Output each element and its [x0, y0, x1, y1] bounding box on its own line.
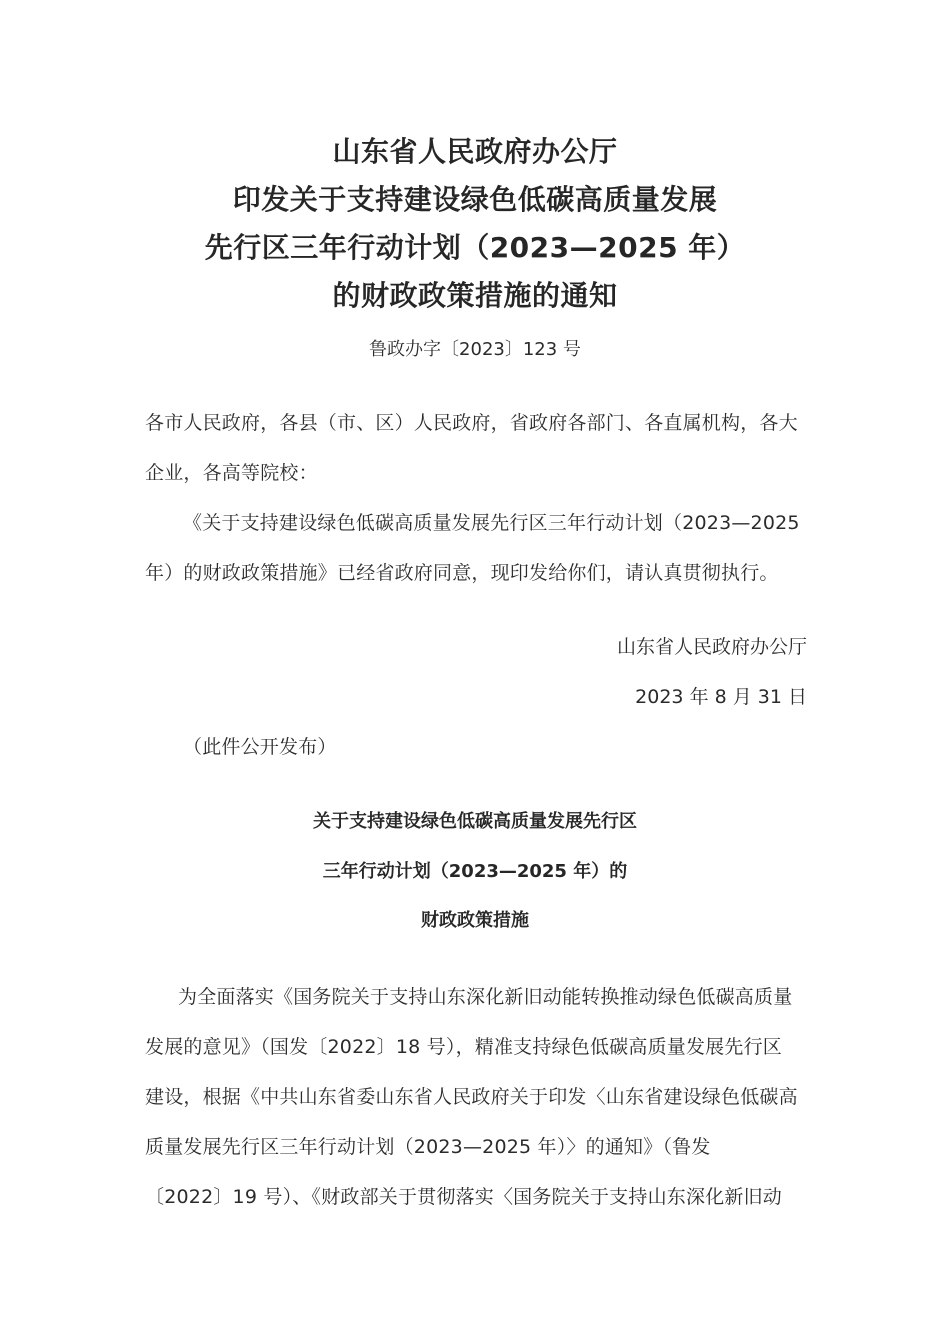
notice-body: [145, 498, 810, 598]
signature: 山东省人民政府办公厅: [616, 636, 807, 658]
notice-title: [0, 128, 950, 320]
attachment-title-line: 财政政策措施: [421, 910, 529, 931]
publish-note: [183, 722, 848, 772]
body-line: 年）的财政政策措施》已经省政府同意，现印发给你们，请认真贯彻执行。: [145, 562, 779, 584]
attachment-title-line: 三年行动计划（2023—2025 年）的: [322, 861, 628, 882]
attachment-body-line: 建设，根据《中共山东省委山东省人民政府关于印发〈山东省建设绿色低碳高: [145, 1086, 798, 1108]
title-line: 山东省人民政府办公厅: [332, 135, 618, 168]
attachment-body-line: 为全面落实《国务院关于支持山东深化新旧动能转换推动绿色低碳高质量: [178, 986, 793, 1008]
attachment-body-line: 发展的意见》（国发〔2022〕18 号），精准支持绿色低碳高质量发展先行区: [145, 1036, 782, 1058]
addressee-line: 企业，各高等院校：: [145, 462, 318, 484]
attachment-title-line: 关于支持建设绿色低碳高质量发展先行区: [313, 811, 637, 832]
title-line: 的财政政策措施的通知: [332, 279, 618, 312]
document-number: 鲁政办字〔2023〕123 号: [369, 339, 581, 360]
title-line: 先行区三年行动计划（2023—2025 年）: [204, 231, 746, 264]
attachment-body: [145, 972, 810, 1222]
publish-note-text: （此件公开发布）: [183, 736, 337, 758]
body-line: 《关于支持建设绿色低碳高质量发展先行区三年行动计划（2023—2025: [183, 512, 800, 534]
title-line: 印发关于支持建设绿色低碳高质量发展: [232, 183, 718, 216]
addressee: [145, 398, 810, 498]
issue-date: 2023 年 8 月 31 日: [635, 686, 807, 708]
addressee-line: 各市人民政府，各县（市、区）人民政府，省政府各部门、各直属机构，各大: [145, 412, 798, 434]
attachment-body-line: 质量发展先行区三年行动计划（2023—2025 年）〉的通知》（鲁发: [145, 1136, 711, 1158]
attachment-body-line: 〔2022〕19 号）、《财政部关于贯彻落实〈国务院关于支持山东深化新旧动: [145, 1186, 782, 1208]
